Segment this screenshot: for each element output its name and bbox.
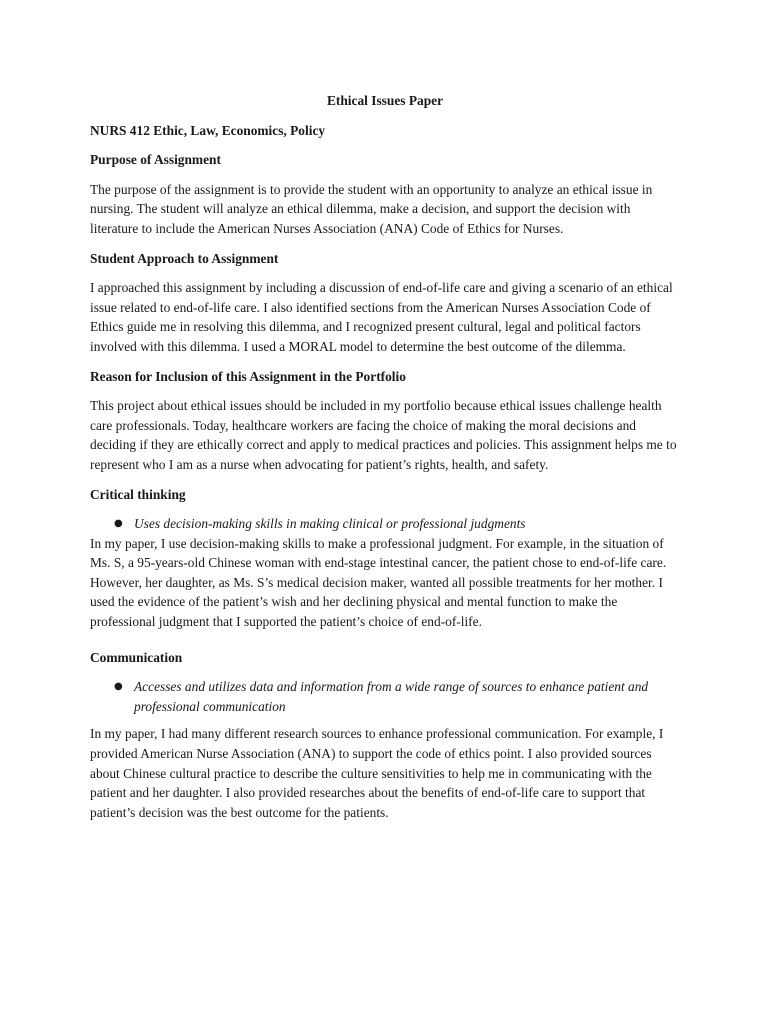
section-heading-purpose: Purpose of Assignment (90, 152, 221, 168)
document-page (90, 91, 680, 832)
section-body-purpose: The purpose of the assignment is to provide the student with an opportunity to analyze an ethical issue in nursing. The student will analyze an ethical dilemma, make a decision, and support the decision with literature to include the American Nurses Association (ANA) Code of Ethics for Nurses. (90, 181, 653, 236)
section-body-communication: In my paper, I had many different research sources to enhance professional communication. For example, I provided American Nurse Association (ANA) to support the code of ethics point. I also provided sources about Chinese cultural practice to describe the culture sensitivities to help me in communicating with the patient and her daughter. I also provided researches about the benefits of end-of-life care to support that patient’s decision was the best outcome for the patients. (90, 726, 664, 820)
section-heading-reason: Reason for Inclusion of this Assignment in the Portfolio (90, 368, 406, 384)
section-body-critical-thinking: In my paper, I use decision-making skills to make a professional judgment. For example, in the situation of Ms. S, a 95-years-old Chinese woman with end-stage intestinal cancer, the patient chose to end-of-life care. However, her daughter, as Ms. S’s medical decision maker, wanted all possible treatments for her mother. I used the evidence of the patient’s wish and her declining physical and mental function to make the professional judgment that I supported the patient’s choice of end-of-life. (90, 535, 667, 630)
section-heading-communication: Communication (90, 649, 183, 665)
section-body-reason: This project about ethical issues should be included in my portfolio because ethical issues challenge health care professionals. Today, healthcare workers are facing the choice of making the moral decisions and deciding if they are ethically correct and apply to medical practices and policies. This assignment helps me to represent who I am as a nurse when advocating for patient’s rights, health, and safety. (90, 398, 677, 472)
bullet-dot-icon: ● (114, 518, 123, 530)
section-body-approach: I approached this assignment by including a discussion of end-of-life care and giving a scenario of an ethical issue related to end-of-life care. I also identified sections from the American Nurses Association Code of Ethics guide me in resolving this dilemma, and I recognized present cultural, legal and political factors involved with this dilemma. I used a MORAL model to determine the best outcome of the dilemma. (90, 280, 673, 354)
bullet-text: Accesses and utilizes data and information from a wide range of sources to enhance patient and professional communication (134, 679, 649, 714)
document-title: Ethical Issues Paper (326, 93, 444, 108)
bullet-communication (90, 677, 680, 716)
bullet-critical-thinking (90, 514, 680, 534)
bullet-dot-icon: ● (114, 681, 123, 693)
section-heading-approach: Student Approach to Assignment (90, 250, 279, 266)
section-heading-critical-thinking: Critical thinking (90, 486, 186, 502)
course-title: NURS 412 Ethic, Law, Economics, Policy (90, 122, 326, 138)
bullet-text: Uses decision-making skills in making clinical or professional judgments (134, 516, 526, 532)
